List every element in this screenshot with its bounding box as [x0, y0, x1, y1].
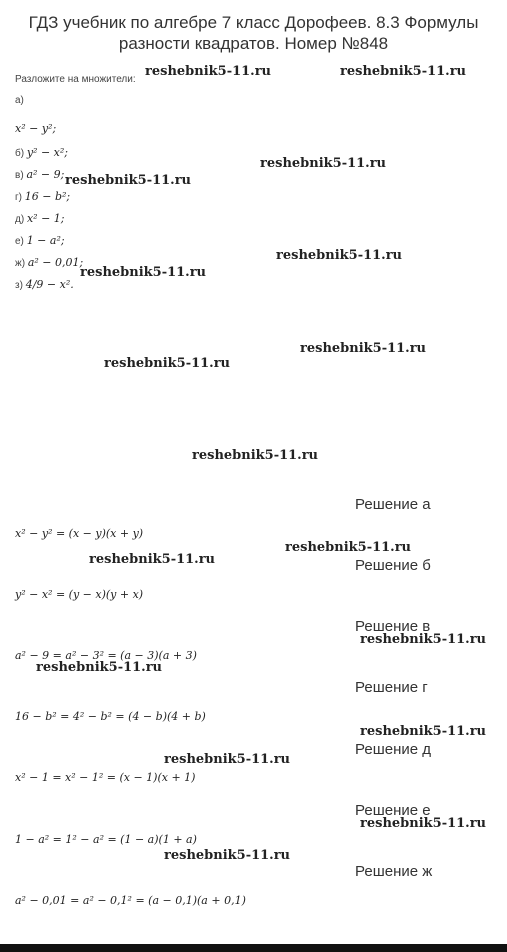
task-letter: б) [15, 148, 25, 159]
solution-heading-v: Решение в [355, 618, 431, 635]
solution-heading-a: Решение а [355, 496, 431, 513]
watermark: reshebnik5-11.ru [104, 356, 231, 371]
solution-heading-b: Решение б [355, 557, 431, 574]
watermark: reshebnik5-11.ru [89, 552, 216, 567]
watermark: reshebnik5-11.ru [192, 448, 319, 463]
task-item-e [15, 234, 65, 247]
task-letter: з) [15, 280, 23, 291]
watermark: reshebnik5-11.ru [164, 848, 291, 863]
watermark: reshebnik5-11.ru [36, 660, 163, 675]
task-item-a [15, 95, 24, 106]
solution-formula-e: 1 − a² = 1² − a² = (1 − a)(1 + a) [15, 833, 197, 846]
title-line-2: разности квадратов. Номер №848 [118, 34, 389, 53]
watermark: reshebnik5-11.ru [360, 632, 487, 647]
task-expr: x² − y²; [15, 122, 57, 135]
task-item-z [15, 278, 74, 291]
instruction-text: Разложите на множители: [15, 74, 136, 85]
task-letter: ж) [15, 258, 26, 269]
task-expr: a² − 0,01; [27, 256, 84, 269]
task-expr: 16 − b²; [24, 190, 71, 203]
solution-formula-d: x² − 1 = x² − 1² = (x − 1)(x + 1) [15, 771, 196, 784]
solution-formula-g: 16 − b² = 4² − b² = (4 − b)(4 + b) [15, 710, 206, 723]
watermark: reshebnik5-11.ru [300, 341, 427, 356]
watermark: reshebnik5-11.ru [276, 248, 403, 263]
solution-formula-zh: a² − 0,01 = a² − 0,1² = (a − 0,1)(a + 0,1) [15, 894, 246, 907]
task-item-v [15, 168, 64, 181]
task-item-a-expr [15, 122, 56, 135]
task-letter: д) [15, 214, 25, 225]
watermark: reshebnik5-11.ru [80, 265, 207, 280]
watermark: reshebnik5-11.ru [285, 540, 412, 555]
task-expr: x² − 1; [26, 212, 65, 225]
task-item-b [15, 146, 68, 159]
watermark: reshebnik5-11.ru [360, 724, 487, 739]
solution-heading-g: Решение г [355, 679, 428, 696]
task-expr: 4/9 − x². [25, 278, 74, 291]
task-letter: е) [15, 236, 24, 247]
task-item-d [15, 212, 64, 225]
watermark: reshebnik5-11.ru [340, 64, 467, 79]
watermark: reshebnik5-11.ru [145, 64, 272, 79]
watermark: reshebnik5-11.ru [164, 752, 291, 767]
solution-formula-b: y² − x² = (y − x)(y + x) [15, 588, 144, 601]
solution-heading-e: Решение е [355, 802, 431, 819]
solution-formula-v: a² − 9 = a² − 3² = (a − 3)(a + 3) [15, 649, 197, 662]
watermark: reshebnik5-11.ru [65, 173, 192, 188]
task-letter: а) [15, 95, 24, 106]
solution-heading-zh: Решение ж [355, 863, 433, 880]
task-item-g [15, 190, 70, 203]
task-letter: в) [15, 170, 24, 181]
solution-heading-d: Решение д [355, 741, 431, 758]
task-letter: г) [15, 192, 22, 203]
solution-formula-a: x² − y² = (x − y)(x + y) [15, 527, 144, 540]
task-expr: a² − 9; [26, 168, 65, 181]
task-item-zh [15, 256, 83, 269]
bottom-bar [0, 944, 507, 952]
title-line-1: ГДЗ учебник по алгебре 7 класс Дорофеев. 8.3 Формулы [28, 13, 479, 32]
task-expr: 1 − a²; [26, 234, 65, 247]
page-title [0, 12, 507, 54]
watermark: reshebnik5-11.ru [360, 816, 487, 831]
task-expr: y² − x²; [26, 146, 68, 159]
watermark: reshebnik5-11.ru [260, 156, 387, 171]
